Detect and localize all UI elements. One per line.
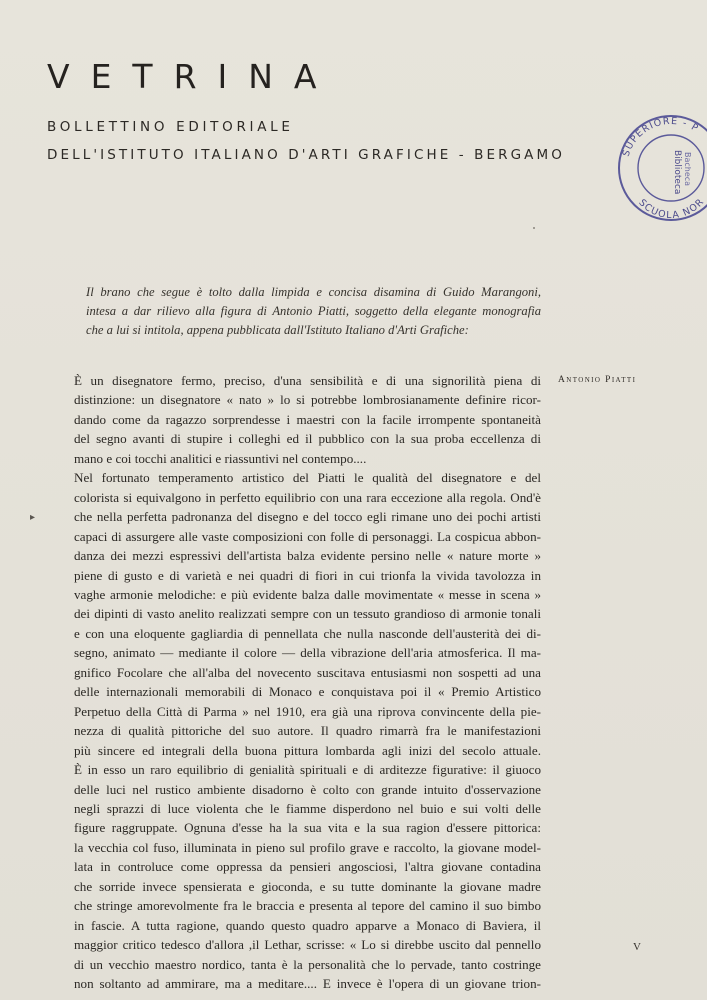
body-line: negli sprazzi di luce violenta che le fiamme disperdono nel buio e sui volti delle	[74, 800, 541, 816]
body-line: di un vecchio maestro nordico, tanta è la personalità che lo pervade, tanto costringe	[74, 956, 541, 972]
masthead-subtitle-1: BOLLETTINO EDITORIALE	[47, 119, 294, 135]
intro-paragraph	[86, 283, 541, 340]
page-number: V	[633, 941, 641, 953]
stamp-text-center-2: Bacheca	[683, 152, 692, 187]
svg-text:SCUOLA NOR	[636, 196, 706, 221]
body-line: distinzione: un disegnatore « nato » lo si potrebbe lombrosianamente definire ricor-	[74, 392, 541, 408]
body-line: che sorride invece spensierata e gioconda, e su tutte dominante la giovane madre	[74, 878, 541, 894]
body-line: delle luci nel rustico ambiente disadorno è colto con grande intuito d'osservazione	[74, 781, 541, 797]
body-line: segno, animato — mediante il colore — della vibrazione dell'aria atmosferica. Il ma-	[74, 645, 541, 661]
body-line: delle internazionali memorabili di Monaco e conquistava poi il « Premio Artistico	[74, 684, 541, 700]
intro-line: che a lui si intitola, appena pubblicata dall'Istituto Italiano d'Arti Grafiche:	[86, 323, 469, 337]
body-line: figure raggruppate. Ognuna d'esse ha la sua vita e la sua ragion d'essere pittorica:	[74, 820, 541, 836]
body-line: Nel fortunato temperamento artistico del Piatti le qualità del disegnatore e del	[74, 470, 541, 486]
body-line: dei dipinti di vasto anelito realizzati sempre con un tessuto grandioso di armonie tonali	[74, 606, 541, 622]
masthead-subtitle-2: DELL'ISTITUTO ITALIANO D'ARTI GRAFICHE - BERGAMO	[47, 147, 565, 163]
body-line: che stringe amorevolmente fra le braccia e presenta al tepore del camino il suo bimbo	[74, 898, 541, 914]
body-line: non soltanto ad ammirare, ma a meditare.... E invece è l'opera di un giovane trion-	[74, 976, 541, 992]
body-line: maggior critico tedesco d'allora ,il Lethar, scrisse: « Lo si direbbe uscito dal pennello	[74, 937, 541, 953]
intro-line: Il brano che segue è tolto dalla limpida e concisa disamina di Guido Marangoni,	[86, 285, 541, 299]
body-line: più sincere ed integrali della buona pittura lombarda agli inizi del secolo attuale.	[74, 742, 541, 758]
body-line: piene di gusto e di varietà e nei quadri di fiori in cui trionfa la vivida tavolozza in	[74, 567, 541, 583]
body-line: lata in controluce come oppressa da pensieri angosciosi, l'altra giovane contadina	[74, 859, 541, 875]
stamp-text-top: SUPERIORE - P	[620, 115, 701, 159]
intro-line: intesa a dar rilievo alla figura di Antonio Piatti, soggetto della elegante monografia	[86, 304, 541, 318]
stray-dot	[533, 227, 535, 229]
masthead-title: VETRINA	[47, 57, 338, 96]
body-line: danza dei mezzi espressivi dell'artista balza evidente persino nelle « nature morte »	[74, 548, 541, 564]
body-line: capaci di assurgere alle vaste composizioni con folle di personaggi. La cospicua abbon-	[74, 528, 541, 544]
library-stamp	[615, 110, 707, 222]
body-line: dando come da ragazzo sorprendesse i maestri con la facile irrompente spontaneità	[74, 411, 541, 427]
body-line: vaghe armonie melodiche: e più evidente balza dalle movimentate « messe in scena »	[74, 586, 541, 602]
body-line: mano e coi tocchi analitici e riassuntivi nel contempo....	[74, 450, 367, 466]
body-line: gnifico Focolare che all'alba del novecento suscitava entusiasmi non sospetti ad una	[74, 664, 541, 680]
body-line: che nella perfetta padronanza del disegno e del tocco egli rimane uno dei pochi artisti	[74, 509, 541, 525]
body-line: colorista si equivalgono in perfetto equilibrio con una rara eccezione alla regola. Ond'è	[74, 489, 541, 505]
body-text	[74, 371, 541, 994]
margin-note: Antonio Piatti	[558, 375, 637, 385]
stamp-text-center-1: Biblioteca	[672, 150, 682, 195]
body-line: e con una eloquente gagliardia di pennellata che nulla nasconde dell'austerità dei di-	[74, 625, 541, 641]
body-line: È in esso un raro equilibrio di genialità spirituali e di arditezze figurative: il giuoco	[74, 762, 541, 778]
body-line: nezza di qualità pittoriche del suo autore. Il quadro rimarrà fra le manifestazioni	[74, 723, 541, 739]
body-line: la vecchia col fuso, illuminata in pieno sul profilo grave e raccolto, la giovane model-	[74, 839, 541, 855]
body-line: del segno avanti di stupire i colleghi ed il pubblico con la sua proba eccellenza di	[74, 431, 541, 447]
body-line: Perpetuo della Città di Parma » nel 1910, era già una riprova convincente della pie-	[74, 703, 541, 719]
stamp-text-bottom: SCUOLA NOR	[636, 196, 707, 222]
body-line: in fascie. A tutta ragione, quando questo quadro apparve a Monaco di Baviera, il	[74, 917, 541, 933]
body-line: È un disegnatore fermo, preciso, d'una sensibilità e di una signorilità piena di	[74, 373, 541, 388]
margin-mark: ▸	[30, 512, 36, 523]
